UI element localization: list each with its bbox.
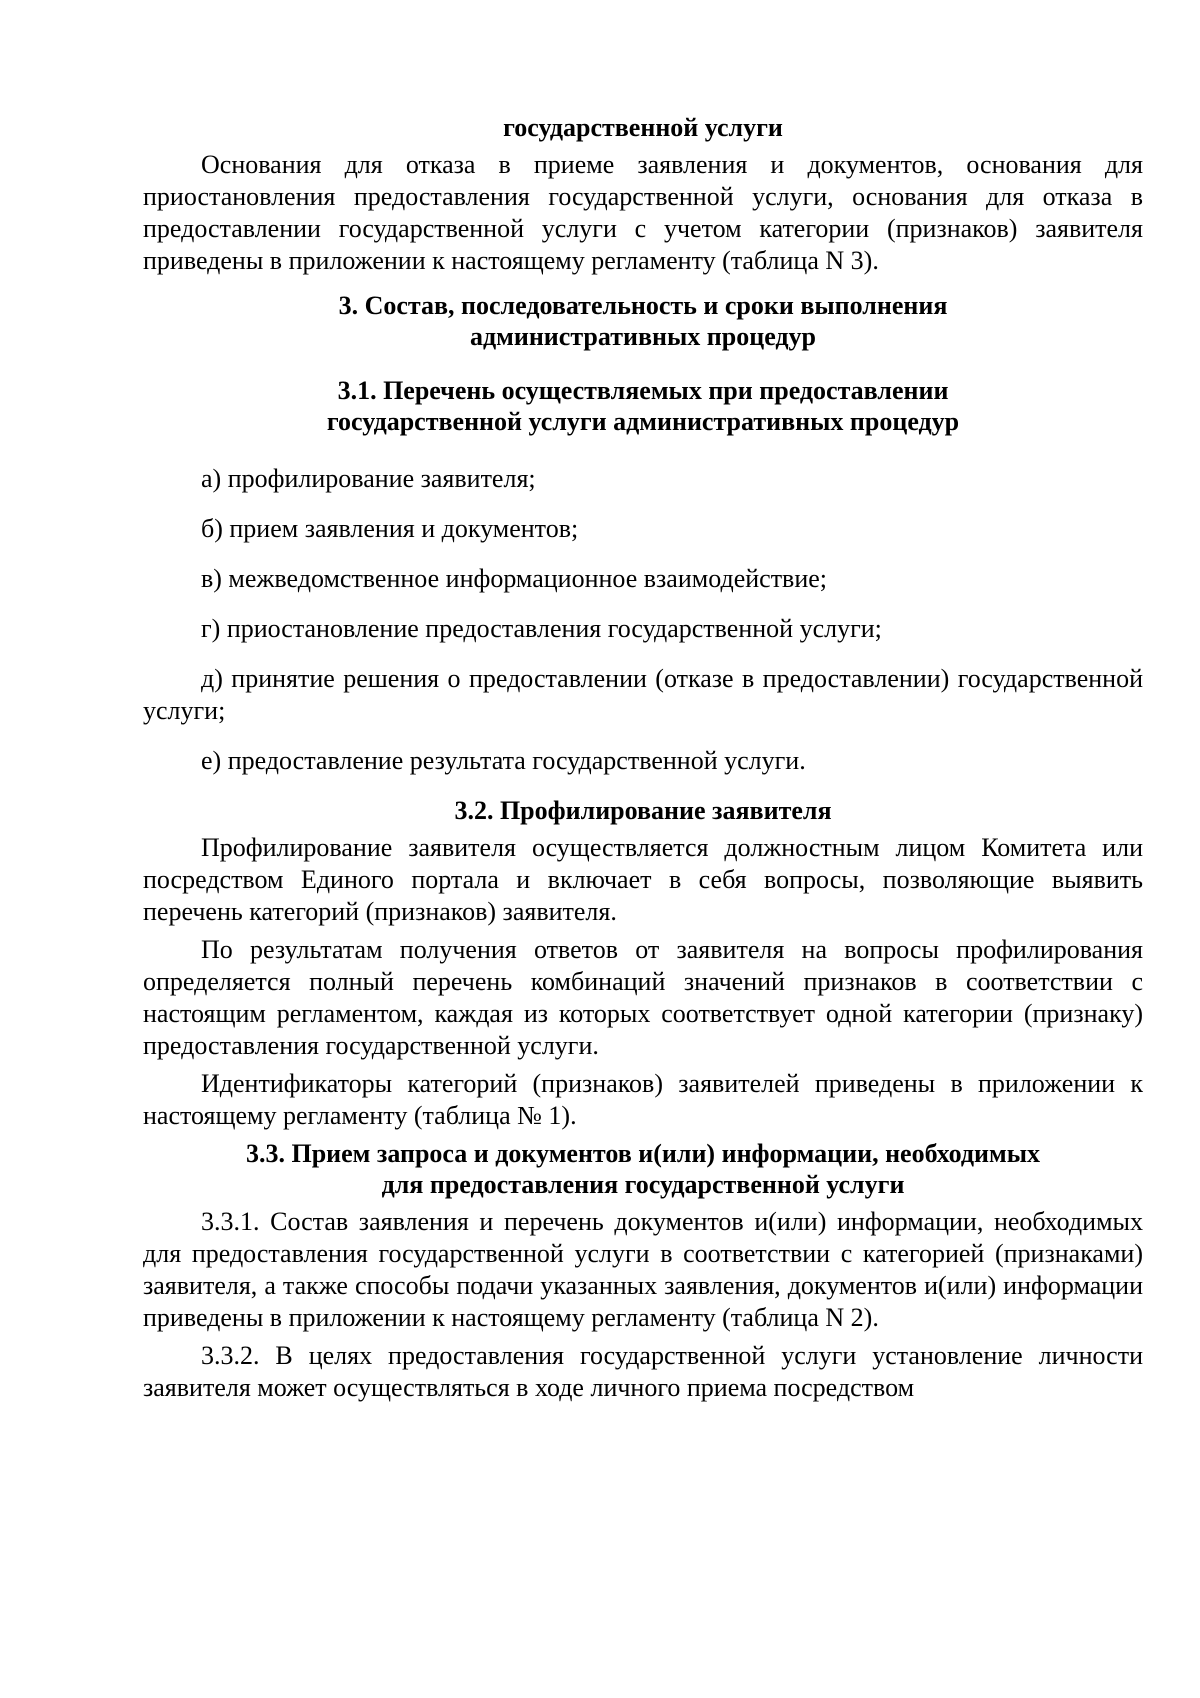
section-3-heading: [143, 290, 1143, 352]
list-item: д) принятие решения о предоставлении (отказе в предоставлении) государственной услуги;: [143, 664, 1143, 725]
paragraph-3-3-2: 3.3.2. В целях предоставления государственной услуги установление личности заявителя может осуществляться в ходе личного приема посредством: [143, 1341, 1143, 1402]
section-3-2-heading: 3.2. Профилирование заявителя: [454, 796, 832, 825]
section-3-3-heading-line2: для предоставления государственной услуги: [381, 1170, 905, 1199]
document-page: [143, 112, 1143, 1404]
list-item: г) приостановление предоставления государственной услуги;: [201, 614, 882, 643]
section-3-3-heading: [143, 1138, 1143, 1200]
paragraph-refusal-grounds: Основания для отказа в приеме заявления и документов, основания для приостановления предоставления государственной услуги, основания для отказа в предоставлении государственной услуги с учетом категории (признаков) заявителя приведены в приложении к настоящему регламенту (таблица N 3).: [143, 150, 1143, 275]
paragraph-identifiers: Идентификаторы категорий (признаков) заявителей приведены в приложении к настоящему регламенту (таблица № 1).: [143, 1069, 1143, 1130]
section-3-heading-line2: административных процедур: [469, 322, 817, 351]
procedures-list: [143, 463, 1143, 777]
section-3-1-heading: [143, 375, 1143, 437]
list-item: в) межведомственное информационное взаимодействие;: [201, 564, 828, 593]
heading-tail: государственной услуги: [503, 113, 783, 142]
section-3-heading-line1: 3. Состав, последовательность и сроки выполнения: [338, 291, 948, 320]
list-item: а) профилирование заявителя;: [201, 464, 536, 493]
list-item: б) прием заявления и документов;: [201, 514, 579, 543]
section-3-3-heading-line1: 3.3. Прием запроса и документов и(или) информации, необходимых: [245, 1139, 1041, 1168]
paragraph-3-3-1: 3.3.1. Состав заявления и перечень документов и(или) информации, необходимых для предоставления государственной услуги в соответствии с категорией (признаками) заявителя, а также способы подачи указанных заявления, документов и(или) информации приведены в приложении к настоящему регламенту (таблица N 2).: [143, 1207, 1143, 1332]
list-item: е) предоставление результата государственной услуги.: [201, 746, 806, 775]
paragraph-profiling: Профилирование заявителя осуществляется должностным лицом Комитета или посредством Единого портала и включает в себя вопросы, позволяющие выявить перечень категорий (признаков) заявителя.: [143, 833, 1143, 926]
paragraph-profiling-results: По результатам получения ответов от заявителя на вопросы профилирования определяется полный перечень комбинаций значений признаков в соответствии с настоящим регламентом, каждая из которых соответствует одной категории (признаку) предоставления государственной услуги.: [143, 935, 1143, 1060]
section-3-1-heading-line2: государственной услуги административных процедур: [326, 407, 960, 436]
section-3-1-heading-line1: 3.1. Перечень осуществляемых при предоставлении: [337, 376, 949, 405]
